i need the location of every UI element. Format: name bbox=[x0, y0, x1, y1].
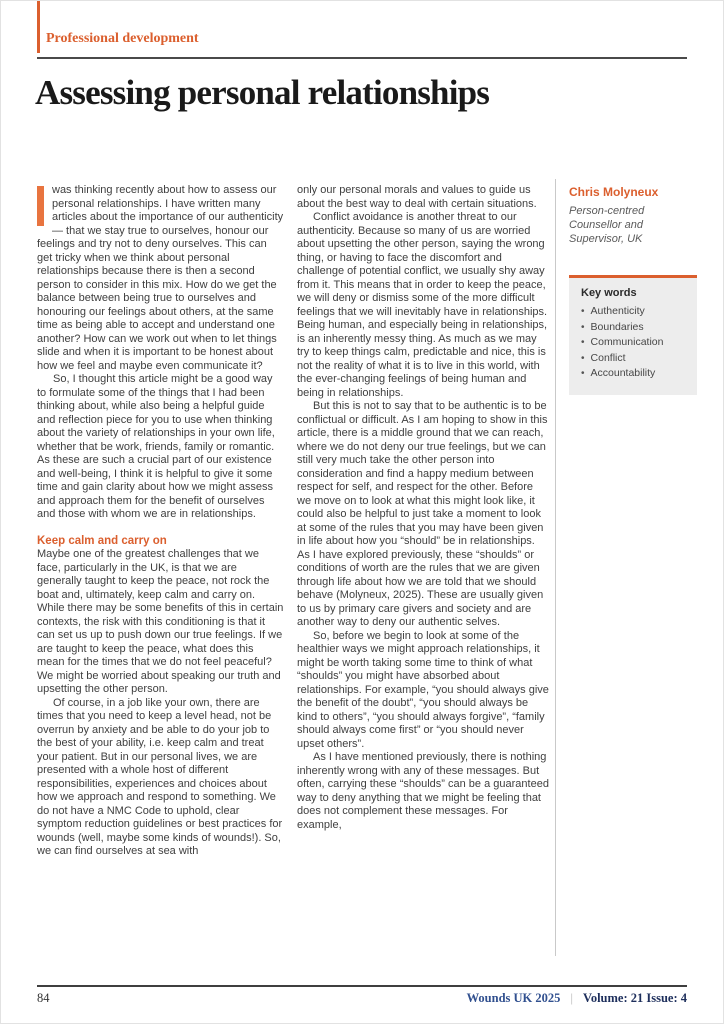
keywords-box bbox=[569, 275, 697, 395]
paragraph: Maybe one of the greatest challenges that we face, particularly in the UK, is that we are generally taught to keep the peace, not rock the boat and, ultimately, keep calm and carry on. While there may be some benefits of this in certain contexts, the risk with this conditioning is that it can set us up to push down our true feelings. If we are taught to keep the peace, what does this mean for the times that we do not feel peaceful? We might be worried about speaking our truth and upsetting the other person. bbox=[37, 548, 284, 695]
paragraph: But this is not to say that to be authentic is to be conflictual or difficult. As I am hoping to show in this article, there is a middle ground that we can reach, where we do not deny our true feelings, but we can still very much take the other person into consideration and find a happy medium between respect for self, and respect for the other. Before we move on to look at what this might look like, it could also be helpful to just take a moment to look at some of the rules that you may have been given in life about how you “should” be in relationships. As I have explored previously, these “shoulds” or conditions of worth are the rules that we are given through life about how we are told that we should behave (Molyneux, 2025). These are usually given to us by primary care givers and society and are another way to deny our authentic selves. bbox=[297, 400, 548, 628]
header-divider bbox=[37, 57, 687, 59]
footer-divider bbox=[37, 985, 687, 987]
column-sidebar-divider bbox=[555, 179, 556, 956]
keyword-item: • Accountability bbox=[581, 366, 687, 382]
keyword-item: • Conflict bbox=[581, 351, 687, 367]
footer-separator: | bbox=[570, 991, 574, 1005]
page-footer bbox=[37, 991, 687, 1006]
article-body bbox=[37, 184, 549, 984]
paragraph: So, I thought this article might be a good way to formulate some of the things that I had been thinking about, while also being a helpful guide and reflection piece for you to use when thinking about the variety of relationships in your own life, whether that be work, friends, family or romantic. As these are such a crucial part of our existence and well-being, I think it is helpful to give it some time and gain clarity about how we might assess and approach them for the benefit of ourselves and those with whom we are in relationships. bbox=[37, 373, 275, 520]
section-kicker: Professional development bbox=[46, 31, 199, 46]
keyword-item: • Boundaries bbox=[581, 320, 687, 336]
drop-cap-bar bbox=[37, 186, 44, 226]
author-role: Person-centred Counsellor and Supervisor, UK bbox=[569, 205, 645, 245]
paragraph: Conflict avoidance is another threat to our authenticity. Because so many of us are worried about upsetting the other person, saying the wrong thing, or having to face the discomfort and challenge of potential conflict, we usually shy away from it. This means that in order to keep the peace, we will deny or dismiss some of the more difficult feelings that we will inevitably have in relationships. Being human, and especially being in relationships, is an inherently messy thing. As much as we may try to keep things calm, predictable and nice, this is not the reality of what it is to live in this world, with the ever-changing feelings of being human and being in relationships. bbox=[297, 211, 548, 399]
paragraph: So, before we begin to look at some of the healthier ways we might approach relationships, it might be worth taking some time to think of what “shoulds” you might have absorbed about relationships. For example, “you should always give the benefit of the doubt”, “you should always be kind to others”, “you should always forgive”, “family should always come first” or “you should never upset others”. bbox=[297, 629, 549, 750]
paragraph: As I have mentioned previously, there is nothing inherently wrong with any of these messages. But often, carrying these “shoulds” can be a guaranteed way to deny anything that we might be feeling that does not complement these messages. For example, bbox=[297, 751, 549, 831]
keywords-list bbox=[581, 304, 687, 382]
issue-info: Volume: 21 Issue: 4 bbox=[582, 991, 687, 1005]
keyword-item: • Communication bbox=[581, 335, 687, 351]
article-title: Assessing personal relationships bbox=[35, 73, 490, 112]
article-column-2 bbox=[297, 184, 549, 984]
paragraph: Of course, in a job like your own, there are times that you need to keep a level head, not be overrun by anxiety and be able to do your job to the best of your ability, i.e. keep calm and treat your patient. But in our personal lives, we are presented with a whole host of different responsibilities, experiences and choices about how we approach and respond to something. We do not have a NMC Code to uphold, clear symptom reduction guidelines or best practices for wounds (well, maybe some kinds of wounds!). So, we can find ourselves at sea with bbox=[37, 696, 283, 857]
footer-citation bbox=[467, 991, 687, 1006]
journal-name: Wounds UK 2025 bbox=[466, 991, 561, 1005]
lead-paragraph: was thinking recently about how to assess our personal relationships. I have written many articles about the importance of our authenticity — that we stay true to ourselves, honour our feelings and try not to deny ourselves. This can get tricky when we think about personal relationships because there is then a second person to consider in this mix. How do we get the balance between being true to ourselves and honouring our feelings about others, at the same time as being able to accept and understand one another? How can we work out when to let things slide and when it is important to be honest about how we feel and maybe even communicate it? bbox=[37, 184, 284, 372]
keyword-item: • Authenticity bbox=[581, 304, 687, 320]
page-number: 84 bbox=[37, 991, 50, 1005]
author-name: Chris Molyneux bbox=[569, 185, 659, 199]
author-sidebar bbox=[569, 185, 697, 395]
article-column-1 bbox=[37, 184, 284, 984]
kicker-accent-bar bbox=[37, 1, 40, 53]
keywords-title: Key words bbox=[581, 287, 637, 299]
section-heading: Keep calm and carry on bbox=[37, 534, 167, 547]
paragraph: only our personal morals and values to guide us about the best way to deal with certain situations. bbox=[297, 184, 537, 210]
